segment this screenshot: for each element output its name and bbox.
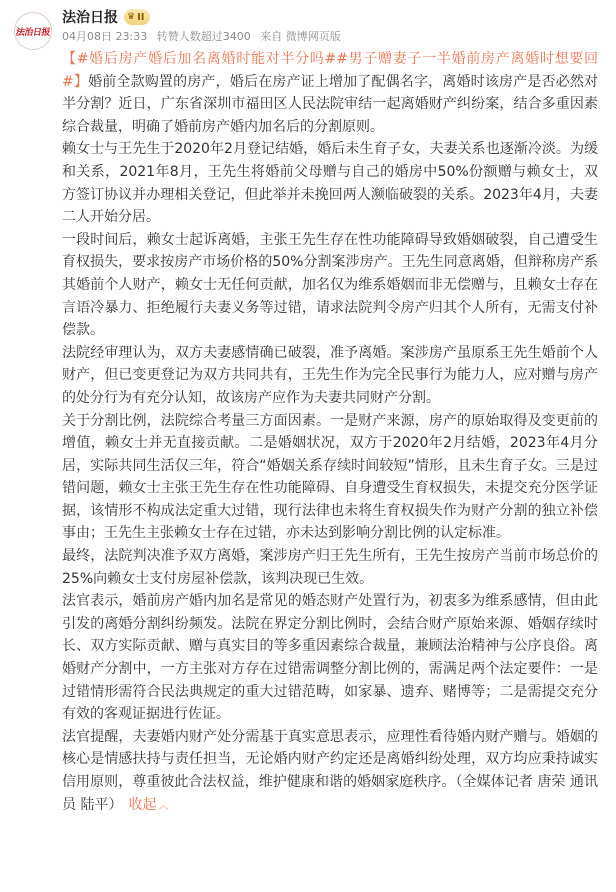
paragraph-7: 法官表示，婚前房产婚内加名是常见的婚态财产处置行为，初衷多为维系感情，但由此引发的离婚分割纠纷频发。法院在界定分割比例时，会结合财产原始来源、婚姻存续时长、双方实际贡献、赠与真实目的等多重因素综合裁量，兼顾法治精神与公序良俗。离婚财产分割中，一方主张对方存在过错需调整分割比例的，需满足两个法定要件：一是过错情形需符合民法典规定的重大过错范畴，如家暴、遗弃、赌博等；二是需提交充分有效的客观证据进行佐证。 [62,593,598,723]
chevron-up-icon: ︿ [158,800,169,812]
weibo-post [0,6,616,892]
post-date[interactable]: 04月08日 23:33 [62,30,148,43]
collapse-label: 收起 [128,796,157,813]
post-content [62,48,598,818]
paragraph-3: 一段时间后，赖女士起诉离婚，主张王先生存在性功能障碍导致婚姻破裂，自己遭受生育权损失，要求按房产市场价格的50%分割案涉房产。王先生同意离婚，但辩称房产系其婚前个人财产，赖女士无任何贡献，加名仅为维系婚姻而非无偿赠与，且赖女士存在言语冷暴力、拒绝履行夫妻义务等过错，请求法院判令房产归其个人所有，无需支付补偿款。 [62,231,598,339]
paragraph-2: 赖女士与王先生于2020年2月登记结婚，婚后未生育子女，夫妻关系也逐渐冷淡。为缓和关系，2021年8月，王先生将婚前父母赠与自己的婚房中50%份额赠与赖女士，双方签订协议并办理相关登记，但此举并未挽回两人濒临破裂的关系。2023年4月，夫妻二人开始分居。 [62,141,598,226]
paragraph-1 [62,48,598,138]
post-header [62,6,598,28]
vip-level: II [137,11,145,23]
repost-info: 转赞人数超过3400 [156,30,251,43]
post-meta [62,28,598,46]
vip-badge[interactable] [124,9,150,25]
avatar[interactable] [14,12,52,50]
paragraph-text: 婚前全款购置的房产，婚后在房产证上增加了配偶名字，离婚时该房产是否必然对半分割？近日，广东省深圳市福田区人民法院审结一起离婚财产纠纷案，结合多重因素综合裁量，明确了婚前房产婚内加名后的分割原则。 [62,73,599,135]
avatar-logo-text: 法治日报 [15,27,51,38]
crown-icon: ♛ [127,12,136,22]
paragraph-8 [62,726,598,818]
paragraph-text: 法官提醒，夫妻婚内财产处分需基于真实意思表示，应理性看待婚内财产赠与。婚姻的核心是情感扶持与责任担当，无论婚内财产约定还是离婚纠纷处理，双方均应秉持诚实信用原则，尊重彼此合法权益，维护健康和谐的婚姻家庭秩序。（全媒体记者 唐荣 通讯员 陆平） [62,728,598,813]
bracket-close: 】 [73,73,89,90]
paragraph-6: 最终，法院判决准予双方离婚，案涉房产归王先生所有，王先生按房产当前市场总价的25%向赖女士支付房屋补偿款，该判决现已生效。 [62,548,598,587]
topic-link-2[interactable]: #男子赠妻子一半婚前房产离婚时想要回# [62,51,599,90]
collapse-button[interactable] [128,797,168,813]
author-name[interactable]: 法治日报 [62,10,118,26]
bracket-open: 【 [62,51,77,67]
post-source: 来自 微博网页版 [260,30,341,43]
paragraph-4: 法院经审理认为，双方夫妻感情确已破裂，准予离婚。案涉房产虽原系王先生婚前个人财产，但已变更登记为双方共同共有，王先生作为完全民事行为能力人，应对赠与房产的处分行为有充分认知，故该房产应作为夫妻共同财产分割。 [62,344,598,406]
topic-link-1[interactable]: #婚后房产婚后加名离婚时能对半分吗# [76,51,337,67]
paragraph-5: 关于分割比例，法院综合考量三方面因素。一是财产来源，房产的原始取得及变更前的增值，赖女士并无直接贡献。二是婚姻状况，双方于2020年2月结婚，2023年4月分居，实际共同生活仅三年，符合“婚姻关系存续时间较短”情形，且未生育子女。三是过错问题，赖女士主张王先生存在性功能障碍、自身遭受生育权损失，未提交充分医学证据，该情形不构成法定重大过错，现行法律也未将生育权损失作为财产分割的独立补偿事由；王先生主张赖女士存在过错，亦未达到影响分割比例的认定标准。 [62,412,598,542]
